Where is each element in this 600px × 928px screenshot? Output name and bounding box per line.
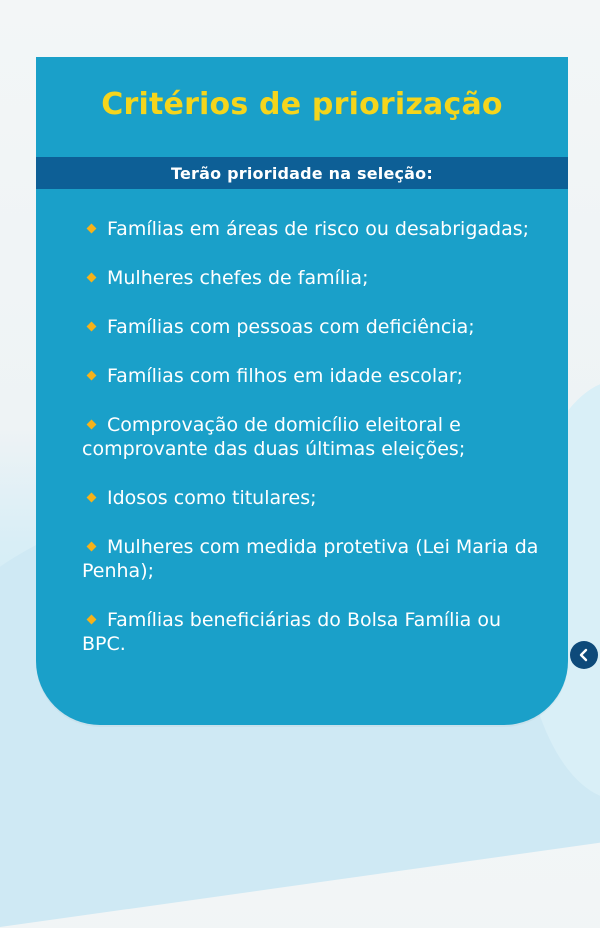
card-subtitle: Terão prioridade na seleção: <box>171 163 433 183</box>
diamond-bullet-icon <box>87 614 97 624</box>
list-item <box>82 364 542 388</box>
list-item <box>82 217 542 241</box>
list-item <box>82 266 542 290</box>
diamond-bullet-icon <box>87 419 97 429</box>
diamond-bullet-icon <box>87 541 97 551</box>
list-item <box>82 608 542 656</box>
criteria-card <box>36 57 568 725</box>
list-item <box>82 413 542 461</box>
list-item <box>82 486 542 510</box>
diamond-bullet-icon <box>87 370 97 380</box>
list-item-label: Mulheres com medida protetiva (Lei Maria da Penha); <box>82 536 539 582</box>
subtitle-band <box>36 157 568 189</box>
chevron-left-icon <box>577 648 591 662</box>
diamond-bullet-icon <box>87 321 97 331</box>
diamond-bullet-icon <box>87 492 97 502</box>
diamond-bullet-icon <box>87 223 97 233</box>
list-item-label: Famílias beneficiárias do Bolsa Família ou BPC. <box>82 609 502 655</box>
list-item <box>82 315 542 339</box>
list-item-label: Famílias com filhos em idade escolar; <box>107 365 464 387</box>
list-item-label: Mulheres chefes de família; <box>107 267 369 289</box>
list-item <box>82 535 542 583</box>
card-title: Critérios de priorização <box>101 87 503 122</box>
list-item-label: Famílias com pessoas com deficiência; <box>107 316 475 338</box>
diamond-bullet-icon <box>87 272 97 282</box>
list-item-label: Comprovação de domicílio eleitoral e comprovante das duas últimas eleições; <box>82 414 466 460</box>
previous-button[interactable] <box>570 641 598 669</box>
list-item-label: Idosos como titulares; <box>107 487 317 509</box>
criteria-list <box>82 217 542 681</box>
list-item-label: Famílias em áreas de risco ou desabrigadas; <box>107 218 530 240</box>
